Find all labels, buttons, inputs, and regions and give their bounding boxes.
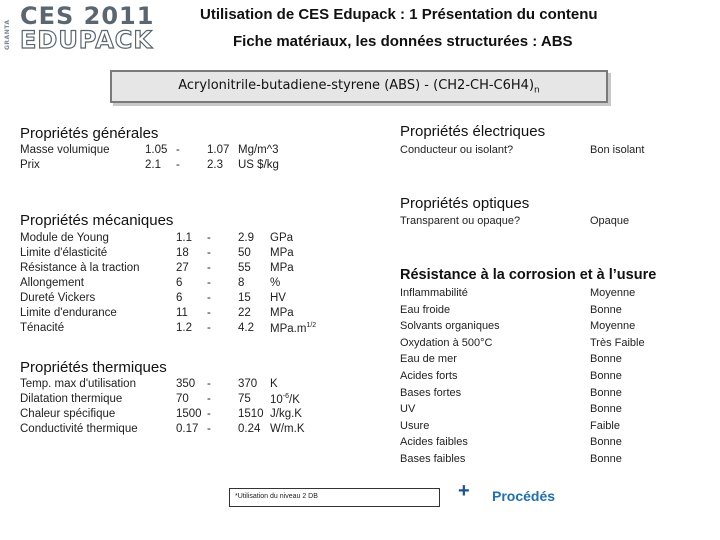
property-value: Faible — [590, 419, 620, 432]
property-max: 1510 — [238, 408, 264, 420]
property-max: 55 — [238, 262, 251, 274]
property-label: Acides faibles — [400, 436, 468, 449]
property-label: Résistance à la traction — [20, 262, 140, 274]
property-unit: GPa — [270, 232, 294, 244]
property-value: Bonne — [590, 353, 622, 366]
property-unit: $MPa.m^{1/2}$ — [270, 322, 317, 335]
range-separator: - — [207, 393, 211, 405]
logo-text-edupack: EDUPACK — [20, 26, 153, 54]
property-value: Bonne — [590, 386, 622, 399]
property-label: Solvants organiques — [400, 320, 500, 333]
page-subtitle: Fiche matériaux, les données structurées : ABS — [233, 33, 573, 50]
property-unit: HV — [270, 292, 286, 304]
property-value: Opaque — [590, 215, 630, 227]
property-min: 1500 — [176, 408, 202, 420]
property-max: 2.9 — [238, 232, 254, 244]
plus-icon[interactable]: + — [458, 480, 470, 502]
property-min: 70 — [176, 393, 189, 405]
property-label: Module de Young — [20, 232, 109, 244]
procedes-link[interactable]: Procédés — [492, 488, 556, 504]
property-label: Masse volumique — [20, 144, 110, 156]
range-separator: - — [207, 247, 211, 259]
property-value: Bonne — [590, 303, 622, 316]
property-unit: $10^{-6}/K$ — [270, 393, 300, 406]
property-label: Bases faibles — [400, 453, 466, 465]
property-value: Très Faible — [590, 336, 645, 349]
property-min: 350 — [176, 378, 196, 390]
property-min: 1.05 — [145, 144, 168, 156]
property-max: 1.07 — [207, 144, 230, 156]
ces-edupack-logo — [0, 2, 178, 52]
property-min: 27 — [176, 262, 189, 274]
range-separator: - — [176, 144, 180, 156]
property-max: 15 — [238, 292, 251, 304]
property-label: Conductivité thermique — [20, 423, 138, 435]
property-unit: K — [270, 378, 278, 390]
range-separator: - — [207, 292, 211, 304]
property-value: Moyenne — [590, 320, 636, 333]
range-separator: - — [207, 322, 211, 334]
property-max: 75 — [238, 393, 251, 405]
range-separator: - — [207, 307, 211, 319]
property-label: Limite d'élasticité — [20, 247, 108, 259]
property-label: Chaleur spécifique — [20, 408, 116, 420]
property-label: Oxydation à 500°C — [400, 336, 493, 349]
property-min: 6 — [176, 277, 183, 289]
general-properties-title: Propriétés générales — [20, 125, 159, 142]
property-label: Usure — [400, 419, 430, 432]
property-min: 6 — [176, 292, 183, 304]
property-value: Bon isolant — [590, 144, 645, 156]
property-unit: MPa — [270, 262, 294, 274]
property-label: Bases fortes — [400, 386, 462, 399]
property-value: Bonne — [590, 436, 622, 449]
property-label: Allongement — [20, 277, 84, 289]
property-label: Transparent ou opaque? — [400, 215, 521, 227]
property-label: Dilatation thermique — [20, 393, 123, 405]
page-title: Utilisation de CES Edupack : 1 Présentation du contenu — [200, 6, 598, 23]
property-label: Eau froide — [400, 303, 451, 316]
property-label: Limite d'endurance — [20, 307, 117, 319]
property-label: Dureté Vickers — [20, 292, 96, 304]
optical-properties-title: Propriétés optiques — [400, 195, 530, 212]
property-max: 370 — [238, 378, 258, 390]
property-min: 2.1 — [145, 159, 161, 171]
property-unit: J/kg.K — [270, 408, 302, 420]
property-unit: MPa — [270, 307, 294, 319]
property-max: 8 — [238, 277, 245, 289]
property-value: Moyenne — [590, 287, 636, 299]
logo-text-ces: CES 2011 — [20, 2, 155, 30]
property-max: 0.24 — [238, 423, 261, 435]
range-separator: - — [207, 232, 211, 244]
mechanical-properties-title: Propriétés mécaniques — [20, 212, 174, 229]
property-min: 1.1 — [176, 232, 192, 244]
property-unit: MPa — [270, 247, 294, 259]
property-unit: Mg/m^3 — [238, 144, 279, 156]
property-value: Bonne — [590, 453, 622, 465]
range-separator: - — [207, 423, 211, 435]
property-label: Ténacité — [20, 322, 65, 334]
property-label: Temp. max d'utilisation — [20, 378, 136, 390]
electrical-properties-title: Propriétés électriques — [400, 123, 546, 140]
property-unit: % — [270, 277, 281, 289]
granta-logo: GRANTA — [4, 19, 11, 50]
property-max: 2.3 — [207, 159, 223, 171]
property-label: Prix — [20, 159, 40, 171]
property-label: Acides forts — [400, 370, 458, 382]
property-unit: W/m.K — [270, 423, 305, 435]
property-max: 22 — [238, 307, 251, 319]
property-min: 0.17 — [176, 423, 199, 435]
range-separator: - — [207, 262, 211, 274]
property-unit: US $/kg — [238, 159, 279, 171]
thermal-properties-title: Propriétés thermiques — [20, 359, 167, 376]
property-min: 1.2 — [176, 322, 192, 334]
property-label: Conducteur ou isolant? — [400, 144, 514, 156]
corrosion-title: Résistance à la corrosion et à l’usure — [400, 267, 657, 283]
property-label: UV — [400, 403, 416, 416]
property-max: 50 — [238, 247, 251, 259]
property-value: Bonne — [590, 370, 622, 382]
range-separator: - — [207, 378, 211, 390]
footnote-box: *Utilisation du niveau 2 DB — [229, 488, 440, 507]
range-separator: - — [207, 408, 211, 420]
range-separator: - — [207, 277, 211, 289]
range-separator: - — [176, 159, 180, 171]
material-title-box — [110, 70, 608, 103]
property-value: Bonne — [590, 403, 622, 416]
property-label: Inflammabilité — [400, 287, 468, 299]
property-max: 4.2 — [238, 322, 254, 334]
property-min: 11 — [176, 307, 188, 319]
property-label: Eau de mer — [400, 353, 457, 366]
material-name: Acrylonitrile-butadiene-styrene $(ABS) - (CH2-CH-C6H4)_n$ — [178, 77, 540, 96]
property-min: 18 — [176, 247, 189, 259]
